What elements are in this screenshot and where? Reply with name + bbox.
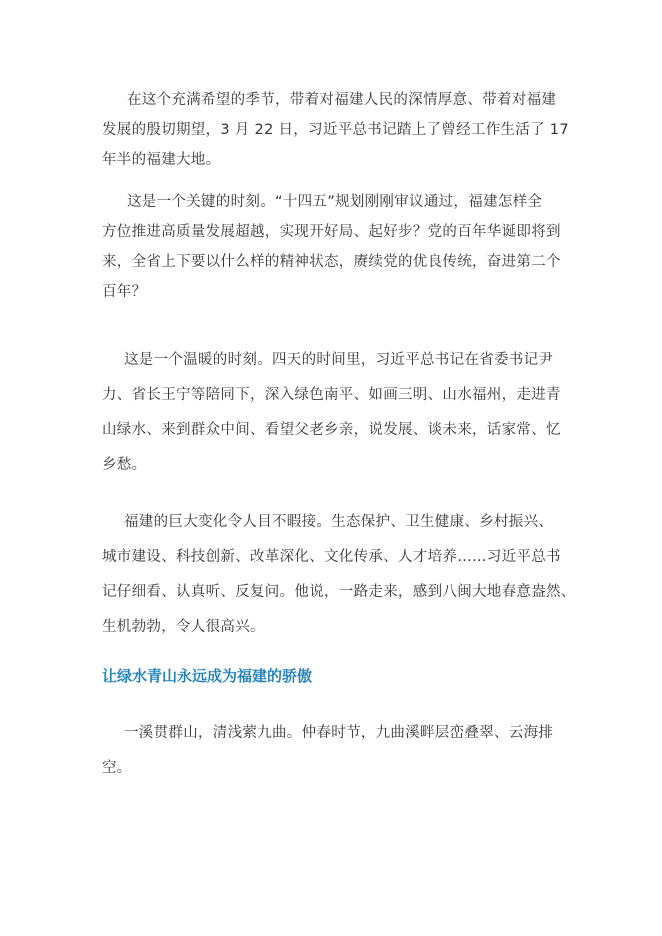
paragraph-line: 在这个充满希望的季节，带着对福建人民的深情厚意、带着对福建 (127, 92, 557, 108)
paragraph-line: 城市建设、科技创新、改革深化、文化传承、人才培养……习近平总书 (102, 549, 561, 565)
paragraph-line: 生机勃勃，令人很高兴。 (102, 619, 265, 635)
paragraph-line: 发展的殷切期望，3 月 22 日，习近平总书记踏上了曾经工作生活了 17 (102, 122, 569, 138)
paragraph-line: 这是一个关键的时刻。“十四五”规划刚刚审议通过，福建怎样全 (127, 194, 543, 210)
paragraph-line: 来，全省上下要以什么样的精神状态，赓续党的优良传统，奋进第二个 (102, 254, 561, 270)
paragraph-line: 记仔细看、认真听、反复问。他说，一路走来，感到八闽大地春意盎然、 (102, 584, 576, 600)
section-heading: 让绿水青山永远成为福建的骄傲 (102, 667, 313, 685)
paragraph-line: 一溪贯群山，清浅萦九曲。仲春时节，九曲溪畔层峦叠翠、云海排 (124, 725, 554, 741)
paragraph-line: 百年？ (102, 284, 147, 300)
paragraph-key-moment (102, 187, 572, 307)
paragraph-nine-bend-stream (102, 716, 572, 786)
paragraph-season (102, 85, 572, 175)
paragraph-line: 力、省长王宁等陪同下，深入绿色南平、如画三明、山水福州，走进青 (102, 387, 561, 403)
paragraph-line: 年半的福建大地。 (102, 152, 221, 168)
paragraph-line: 福建的巨大变化令人目不暇接。生态保护、卫生健康、乡村振兴、 (124, 514, 554, 530)
paragraph-line: 山绿水、来到群众中间、看望父老乡亲，说发展、谈未来，话家常、忆 (102, 422, 561, 438)
paragraph-line: 方位推进高质量发展超越，实现开好局、起好步？党的百年华诞即将到 (102, 224, 561, 240)
paragraph-line: 这是一个温暖的时刻。四天的时间里，习近平总书记在省委书记尹 (124, 352, 554, 368)
paragraph-great-changes (102, 505, 576, 645)
paragraph-warm-moment (102, 343, 572, 483)
paragraph-line: 乡愁。 (102, 457, 147, 473)
paragraph-line: 空。 (102, 760, 132, 776)
